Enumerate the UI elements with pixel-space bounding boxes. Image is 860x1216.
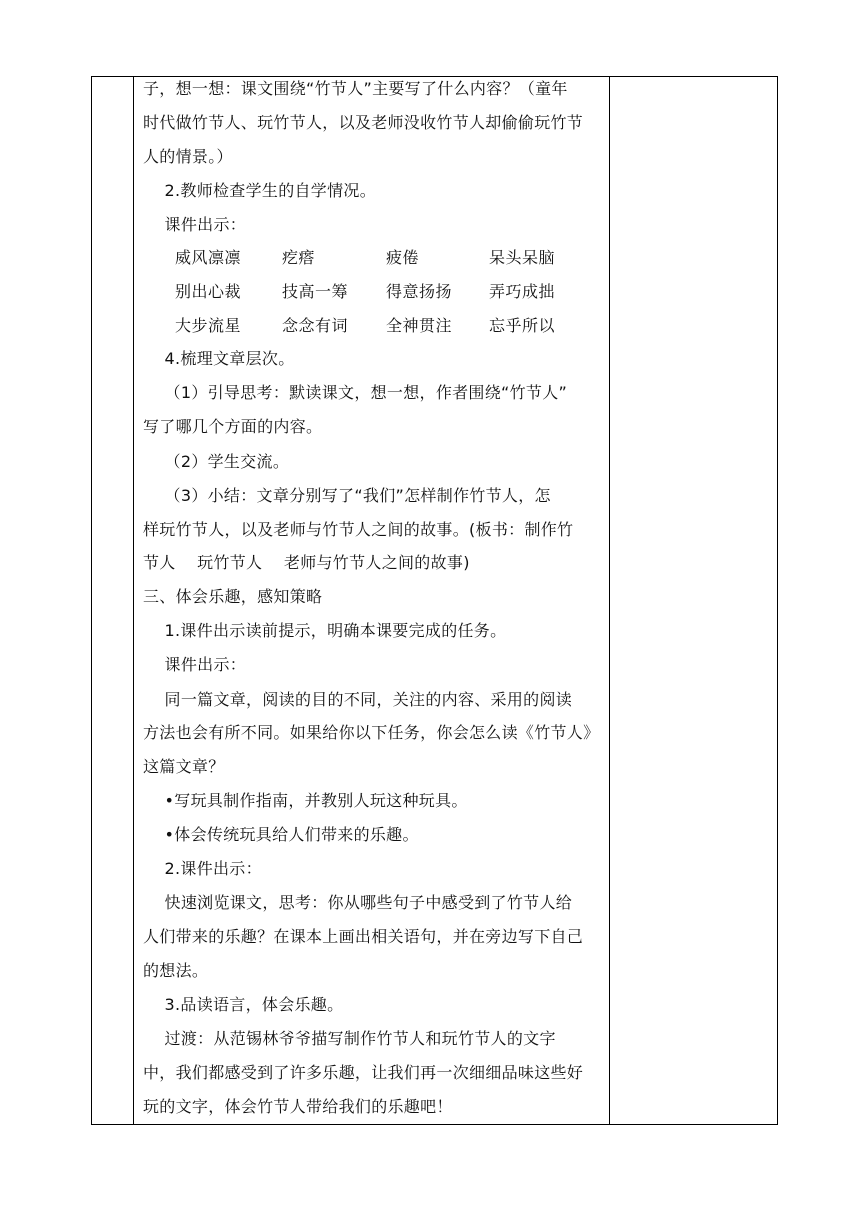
vocab-term: 呆头呆脑 xyxy=(489,248,556,267)
text-line: （2）学生交流。 xyxy=(143,452,290,471)
text-line: 子，想一想：课文围绕“竹节人”主要写了什么内容？（童年 xyxy=(143,79,568,98)
text-line: 这篇文章？ xyxy=(143,757,225,776)
vocab-term: 疙瘩 xyxy=(282,248,316,267)
text-line: （1）引导思考：默读课文，想一想，作者围绕“竹节人” xyxy=(143,383,568,402)
text-line: 过渡：从范锡林爷爷描写制作竹节人和玩竹节人的文字 xyxy=(143,1029,556,1048)
text-line: 3.品读语言，体会乐趣。 xyxy=(143,995,344,1014)
text-line: 1.课件出示读前提示，明确本课要完成的任务。 xyxy=(143,621,507,640)
text-line: 方法也会有所不同。如果给你以下任务，你会怎么读《竹节人》 xyxy=(143,723,600,742)
text-line: 节人 玩竹节人 老师与竹节人之间的故事) xyxy=(143,553,470,572)
text-line: （3）小结：文章分别写了“我们”怎样制作竹节人，怎 xyxy=(143,486,551,505)
vocab-term: 大步流星 xyxy=(175,316,242,335)
text-line: 课件出示： xyxy=(143,215,247,234)
vocab-term: 念念有词 xyxy=(282,316,349,335)
vocab-term: 全神贯注 xyxy=(386,316,453,335)
vocab-term: 威风凛凛 xyxy=(175,248,242,267)
text-line: 快速浏览课文，思考：你从哪些句子中感受到了竹节人给 xyxy=(143,893,573,912)
text-line: 同一篇文章，阅读的目的不同，关注的内容、采用的阅读 xyxy=(143,690,573,709)
text-line: 时代做竹节人、玩竹节人，以及老师没收竹节人却偷偷玩竹节 xyxy=(143,113,584,132)
column-divider-1 xyxy=(133,77,134,1124)
bullet-item: •体会传统玩具给人们带来的乐趣。 xyxy=(143,825,419,844)
section-heading: 三、体会乐趣，感知策略 xyxy=(143,587,323,606)
vocab-term: 别出心裁 xyxy=(175,282,242,301)
text-line: 写了哪几个方面的内容。 xyxy=(143,417,323,436)
text-line: 人们带来的乐趣？在课本上画出相关语句，并在旁边写下自己 xyxy=(143,927,584,946)
text-line: 中，我们都感受到了许多乐趣，让我们再一次细细品味这些好 xyxy=(143,1063,584,1082)
text-line: 2.课件出示： xyxy=(143,859,262,878)
vocab-term: 得意扬扬 xyxy=(386,282,453,301)
text-line: 课件出示： xyxy=(143,655,247,674)
text-line: 2.教师检查学生的自学情况。 xyxy=(143,181,377,200)
vocab-term: 技高一筹 xyxy=(282,282,349,301)
column-divider-2 xyxy=(609,77,610,1124)
text-line: 人的情景。） xyxy=(143,147,233,166)
text-line: 样玩竹节人，以及老师与竹节人之间的故事。(板书：制作竹 xyxy=(143,520,574,539)
vocab-term: 疲倦 xyxy=(386,248,420,267)
text-line: 4.梳理文章层次。 xyxy=(143,349,295,368)
text-line: 玩的文字，体会竹节人带给我们的乐趣吧！ xyxy=(143,1097,453,1116)
bullet-item: •写玩具制作指南，并教别人玩这种玩具。 xyxy=(143,791,468,810)
text-line: 的想法。 xyxy=(143,961,209,980)
vocab-term: 弄巧成拙 xyxy=(489,282,556,301)
vocab-term: 忘乎所以 xyxy=(489,316,556,335)
